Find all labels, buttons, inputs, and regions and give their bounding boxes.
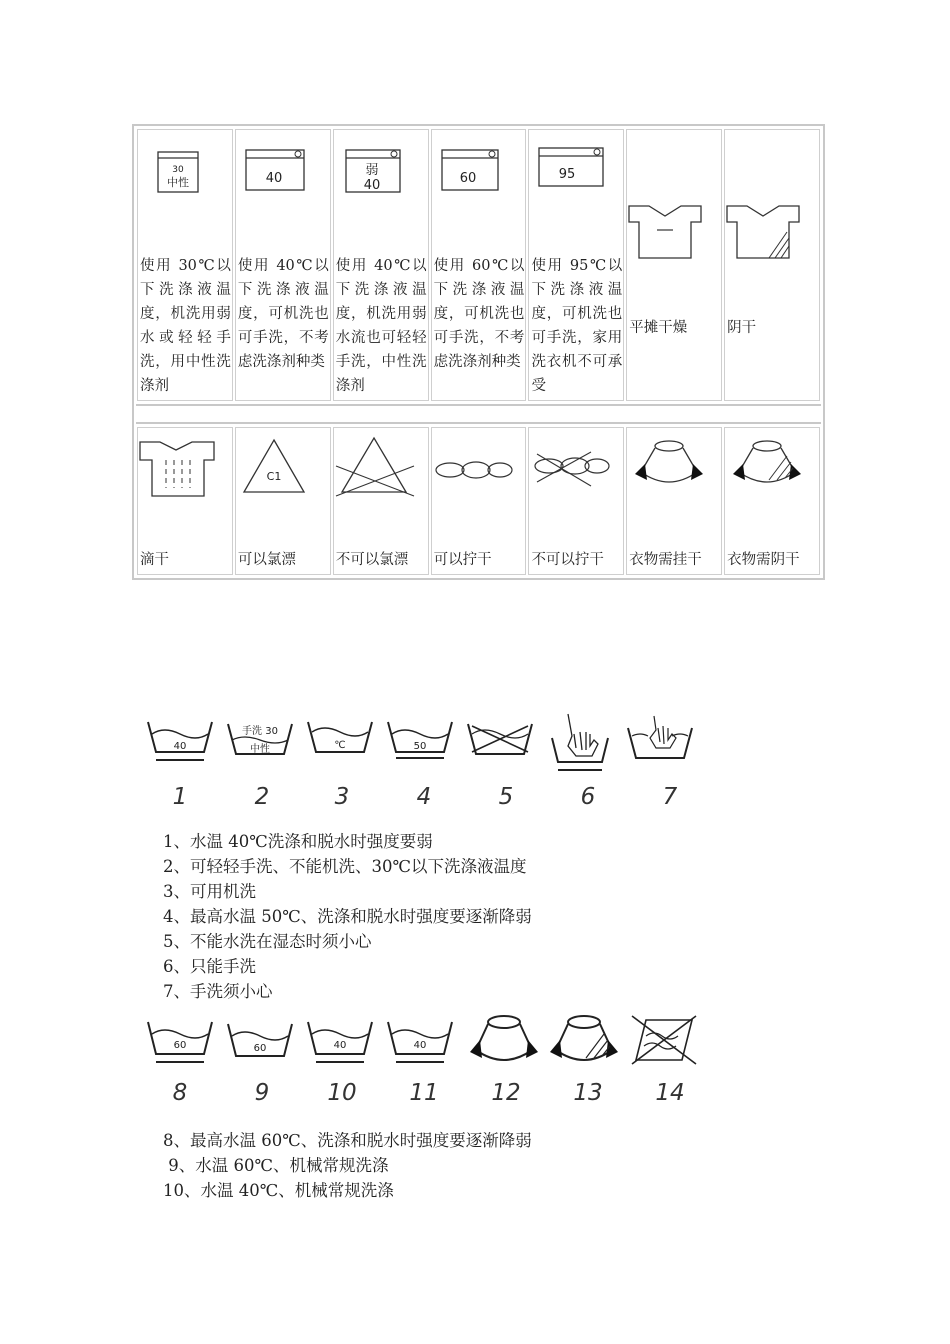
hang-dry-icon xyxy=(627,428,721,538)
table-cell xyxy=(333,427,429,575)
symbol-number: 4 xyxy=(416,784,432,810)
table-cell xyxy=(137,129,233,401)
table-cell xyxy=(235,129,331,401)
hang-dry-icon xyxy=(470,1012,540,1072)
symbol-number: 5 xyxy=(498,784,514,810)
description-line: 9、水温 60℃、机械常规洗涤 xyxy=(163,1156,389,1175)
symbol-text: 40 xyxy=(363,178,380,193)
wash-60-icon xyxy=(432,130,526,250)
symbol-number: 3 xyxy=(334,784,350,810)
table-cell xyxy=(528,129,624,401)
cell-text: 使用 40℃以下洗涤液温度，机洗用弱水流也可轻轻手洗，中性洗涤剂 xyxy=(335,258,427,394)
wash-40-weak-icon xyxy=(334,130,428,250)
symbol-number: 13 xyxy=(573,1080,603,1106)
description-line: 4、最高水温 50℃、洗涤和脱水时强度要逐渐降弱 xyxy=(163,907,532,926)
cell-text: 不可以拧干 xyxy=(531,552,604,568)
wash-tub-40-icon xyxy=(146,712,216,772)
table-row xyxy=(136,128,821,402)
table-cell xyxy=(724,129,820,401)
symbol-number: 1 xyxy=(172,784,188,810)
wash-tub-60-icon xyxy=(226,1012,296,1072)
table-cell xyxy=(333,129,429,401)
symbol-number: 9 xyxy=(254,1080,270,1106)
description-line: 3、可用机洗 xyxy=(163,882,256,901)
symbol-text: 手洗 30 xyxy=(242,726,278,737)
hang-shade-dry-icon xyxy=(550,1012,620,1072)
table-cell xyxy=(626,129,722,401)
cell-text: 衣物需阴干 xyxy=(727,552,800,568)
symbol-text: 60 xyxy=(173,1040,187,1051)
description-line: 6、只能手洗 xyxy=(163,957,256,976)
symbol-number: 10 xyxy=(327,1080,357,1106)
cell-text: 使用 30℃以下洗涤液温度，机洗用弱水或轻轻手洗，用中性洗涤剂 xyxy=(140,258,231,394)
symbol-text: 40 xyxy=(173,741,187,752)
description-line: 2、可轻轻手洗、不能机洗、30℃以下洗涤液温度 xyxy=(163,857,527,876)
cell-text: 可以拧干 xyxy=(433,552,492,568)
care-symbol-table xyxy=(132,124,825,580)
hand-wash-30-neutral-icon xyxy=(226,712,296,772)
symbol-number-row-2 xyxy=(132,1080,712,1110)
symbol-text: 50 xyxy=(413,741,427,752)
cell-text: 使用 95℃以下洗涤液温度，可机洗也可手洗，家用洗衣机不可承受 xyxy=(531,258,623,394)
table-cell xyxy=(528,427,624,575)
wash-symbol-row-1 xyxy=(132,712,712,778)
description-line: 8、最高水温 60℃、洗涤和脱水时强度要逐渐降弱 xyxy=(163,1131,532,1150)
symbol-text: 40 xyxy=(265,171,283,186)
no-wring-icon xyxy=(529,428,623,538)
description-line: 1、水温 40℃洗涤和脱水时强度要弱 xyxy=(163,832,433,851)
table-cell xyxy=(431,427,527,575)
table-cell xyxy=(626,427,722,575)
symbol-text: C1 xyxy=(266,470,282,483)
do-not-wash-icon xyxy=(466,712,536,772)
cell-text: 平摊干燥 xyxy=(629,320,688,336)
cell-text: 可以氯漂 xyxy=(237,552,296,568)
symbol-text: 40 xyxy=(413,1040,427,1051)
description-line: 5、不能水洗在湿态时须小心 xyxy=(163,932,372,951)
cell-text: 不可以氯漂 xyxy=(335,552,409,568)
symbol-number: 6 xyxy=(580,784,596,810)
symbol-text: 95 xyxy=(559,167,576,182)
cell-text: 滴干 xyxy=(140,552,169,568)
symbol-number: 8 xyxy=(172,1080,188,1106)
wash-tub-40-normal-icon xyxy=(306,1012,376,1072)
cell-text: 使用 40℃以下洗涤液温度，可机洗也可手洗，不考虑洗涤剂种类 xyxy=(237,258,329,370)
wash-tub-40-gentle-icon xyxy=(386,1012,456,1072)
symbol-text: 60 xyxy=(459,171,476,186)
table-cell xyxy=(137,427,233,575)
symbol-text: ℃ xyxy=(334,740,346,751)
cell-text: 衣物需挂干 xyxy=(629,552,702,568)
symbol-text: 40 xyxy=(333,1040,347,1051)
wash-tub-60-gentle-icon xyxy=(146,1012,216,1072)
symbol-text: 中性 xyxy=(167,176,189,189)
symbol-number: 14 xyxy=(655,1080,685,1106)
symbol-number-row-1 xyxy=(132,784,712,814)
symbol-number: 2 xyxy=(254,784,270,810)
wring-icon xyxy=(432,428,526,538)
symbol-text: 30 xyxy=(172,165,184,175)
chlorine-bleach-icon xyxy=(236,428,330,538)
wash-40-icon xyxy=(236,130,330,250)
table-divider xyxy=(136,404,821,424)
symbol-text: 弱 xyxy=(365,163,379,178)
wash-tub-celsius-icon xyxy=(306,712,376,772)
description-line: 7、手洗须小心 xyxy=(163,982,273,1001)
symbol-text: 中性 xyxy=(250,744,270,755)
table-cell xyxy=(431,129,527,401)
cell-text: 使用 60℃以下洗涤液温度，可机洗也可手洗，不考虑洗涤剂种类 xyxy=(433,258,525,370)
table-cell xyxy=(235,427,331,575)
flat-dry-icon xyxy=(627,130,721,300)
wash-tub-50-icon xyxy=(386,712,456,772)
table-cell xyxy=(724,427,820,575)
wash-symbol-row-2 xyxy=(132,1012,712,1078)
drip-dry-icon xyxy=(138,428,232,538)
table-row xyxy=(136,426,821,576)
wash-30-neutral-icon xyxy=(138,130,232,250)
symbol-number: 12 xyxy=(491,1080,521,1106)
hand-wash-careful-icon xyxy=(626,712,696,772)
symbol-text: 60 xyxy=(253,1043,267,1054)
do-not-tumble-dry-icon xyxy=(630,1012,700,1072)
hand-wash-only-icon xyxy=(546,712,616,778)
no-chlorine-bleach-icon xyxy=(334,428,428,538)
hang-shade-dry-icon xyxy=(725,428,819,538)
shade-dry-icon xyxy=(725,130,819,300)
description-line: 10、水温 40℃、机械常规洗涤 xyxy=(163,1181,394,1200)
symbol-number: 7 xyxy=(662,784,678,810)
wash-95-icon xyxy=(529,130,623,250)
cell-text: 阴干 xyxy=(727,320,757,336)
symbol-number: 11 xyxy=(409,1080,439,1106)
